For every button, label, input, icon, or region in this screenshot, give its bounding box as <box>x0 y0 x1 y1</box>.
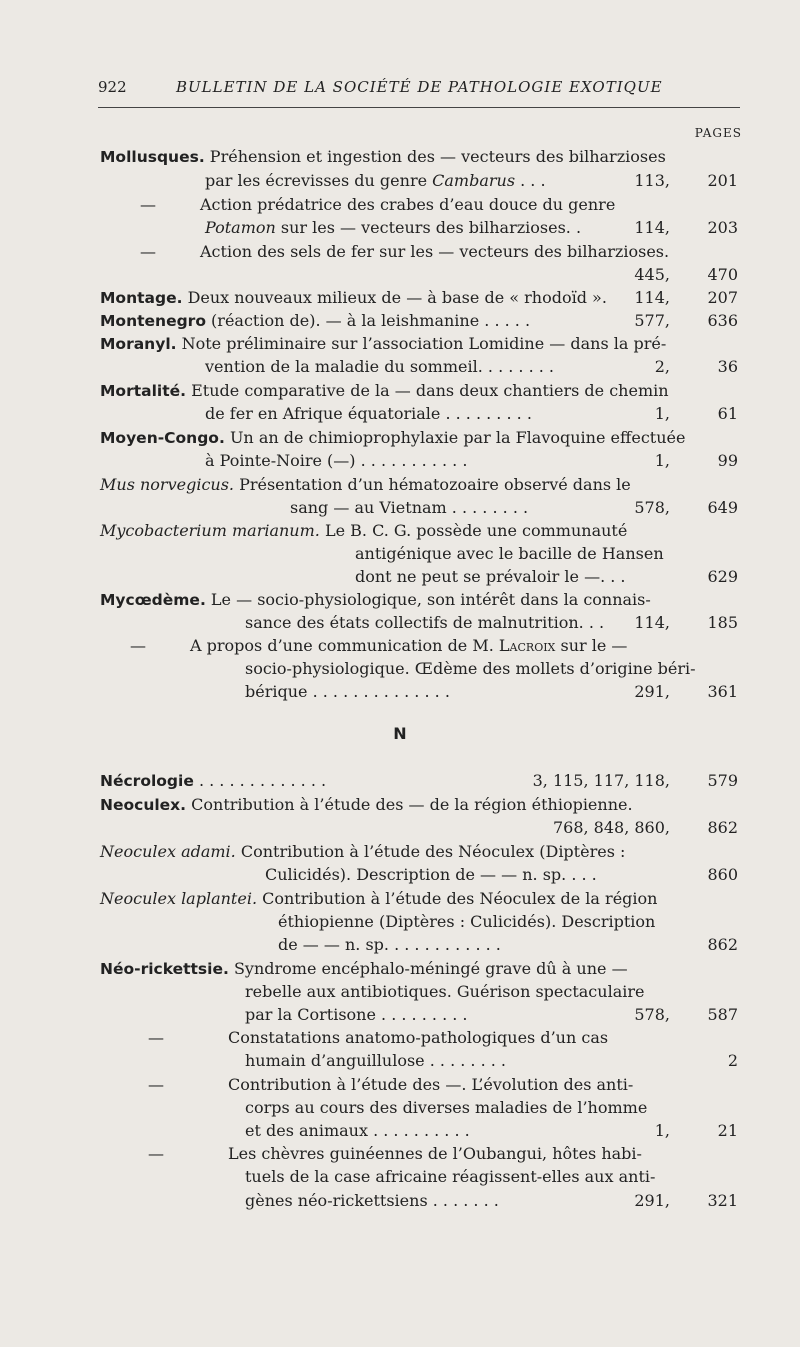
index-line: de — — n. sp. . . . . . . . . . . . <box>278 935 501 954</box>
index-line: antigénique avec le bacille de Hansen <box>355 544 664 563</box>
page-ref: 21 <box>717 1121 738 1140</box>
page-ref: 860 <box>707 865 738 884</box>
index-line: Mollusques. Préhension et ingestion des — vecteurs des bilharzioses <box>100 147 666 166</box>
index-line: Montage. Deux nouveaux milieux de — à base de « rhodoïd ». <box>100 288 607 307</box>
index-line: Action des sels de fer sur les — vecteurs des bilharzioses. <box>200 242 670 261</box>
index-line: Constatations anatomo-pathologiques d’un cas <box>228 1028 609 1047</box>
dash: — <box>148 1144 164 1163</box>
dash: — <box>140 242 156 261</box>
volume-ref: 445, <box>634 265 670 284</box>
volume-ref: 114, <box>634 218 670 237</box>
page-ref: 862 <box>707 935 738 954</box>
volume-ref: 2, <box>654 357 670 376</box>
page-ref: 185 <box>707 613 738 632</box>
index-line: Les chèvres guinéennes de l’Oubangui, hôtes habi- <box>228 1144 642 1163</box>
dash: — <box>130 636 146 655</box>
page-ref: 629 <box>707 567 738 586</box>
page-ref: 862 <box>707 818 738 837</box>
page-ref: 470 <box>707 265 738 284</box>
volume-ref: 291, <box>634 682 670 701</box>
index-line: Mortalité. Etude comparative de la — dans deux chantiers de chemin <box>100 381 669 400</box>
page-ref: 636 <box>707 311 738 330</box>
page-ref: 321 <box>707 1191 738 1210</box>
page-ref: 361 <box>707 682 738 701</box>
volume-ref: 291, <box>634 1191 670 1210</box>
section-letter: N <box>393 724 407 743</box>
page-ref: 36 <box>717 357 738 376</box>
volume-ref: 1, <box>654 404 670 423</box>
index-line: tuels de la case africaine réagissent-elles aux anti- <box>245 1167 656 1186</box>
volume-ref: 1, <box>654 451 670 470</box>
index-line: Mycobacterium marianum. Le B. C. G. possède une communauté <box>100 521 628 540</box>
volume-ref: 578, <box>634 498 670 517</box>
index-line: Montenegro (réaction de). — à la leishmanine . . . . . <box>100 311 531 330</box>
page-ref: 587 <box>707 1005 738 1024</box>
index-line: socio-physiologique. Œdème des mollets d’origine béri- <box>245 659 696 678</box>
index-line: humain d’anguillulose . . . . . . . . <box>245 1051 507 1070</box>
volume-ref: 578, <box>634 1005 670 1024</box>
page-ref: 99 <box>717 451 738 470</box>
running-title: BULLETIN DE LA SOCIÉTÉ DE PATHOLOGIE EXOTIQUE <box>176 78 663 96</box>
index-line: par les écrevisses du genre Cambarus . . . <box>205 171 546 190</box>
volume-ref: 577, <box>634 311 670 330</box>
index-line: A propos d’une communication de M. Lacroix sur le — <box>190 636 628 655</box>
page-ref: 649 <box>707 498 738 517</box>
index-line: vention de la maladie du sommeil. . . . . . . . <box>205 357 555 376</box>
index-line: Neoculex adami. Contribution à l’étude des Néoculex (Diptères : <box>100 842 626 861</box>
index-line: sang — au Vietnam . . . . . . . . <box>290 498 529 517</box>
volume-ref: 114, <box>634 288 670 307</box>
dash: — <box>140 195 156 214</box>
index-line: Mus norvegicus. Présentation d’un hématozoaire observé dans le <box>100 475 631 494</box>
dash: — <box>148 1075 164 1094</box>
index-line: éthiopienne (Diptères : Culicidés). Description <box>278 912 656 931</box>
index-line: par la Cortisone . . . . . . . . . <box>245 1005 468 1024</box>
index-line: de fer en Afrique équatoriale . . . . . . . . . <box>205 404 532 423</box>
index-line: gènes néo-rickettsiens . . . . . . . <box>245 1191 499 1210</box>
index-line: Action prédatrice des crabes d’eau douce du genre <box>200 195 616 214</box>
pages-column-header: PAGES <box>694 126 742 140</box>
page-ref: 201 <box>707 171 738 190</box>
volume-ref: 114, <box>634 613 670 632</box>
index-line: et des animaux . . . . . . . . . . <box>245 1121 470 1140</box>
page-ref: 207 <box>707 288 738 307</box>
volume-ref: 768, 848, 860, <box>552 818 670 837</box>
index-line: Neoculex laplantei. Contribution à l’étude des Néoculex de la région <box>100 889 658 908</box>
index-line: Moranyl. Note préliminaire sur l’association Lomidine — dans la pré- <box>100 334 667 353</box>
page-number: 922 <box>98 78 127 96</box>
index-line: sance des états collectifs de malnutrition. . . <box>245 613 605 632</box>
dash: — <box>148 1028 164 1047</box>
index-line: Néo-rickettsie. Syndrome encéphalo-méningé grave dû à une — <box>100 959 628 978</box>
page-ref: 203 <box>707 218 738 237</box>
index-line: Potamon sur les — vecteurs des bilharzioses. . <box>205 218 582 237</box>
index-line: Neoculex. Contribution à l’étude des — de la région éthiopienne. <box>100 795 633 814</box>
index-line: rebelle aux antibiotiques. Guérison spectaculaire <box>245 982 645 1001</box>
index-line: Contribution à l’étude des —. L’évolution des anti- <box>228 1075 634 1094</box>
volume-ref: 1, <box>654 1121 670 1140</box>
index-line: Mycœdème. Le — socio-physiologique, son intérêt dans la connais- <box>100 590 651 609</box>
volume-ref: 3, 115, 117, 118, <box>532 771 670 790</box>
index-line: Culicidés). Description de — — n. sp. . . . <box>265 865 597 884</box>
index-line: Moyen-Congo. Un an de chimioprophylaxie par la Flavoquine effectuée <box>100 428 686 447</box>
page-ref: 61 <box>717 404 738 423</box>
index-line: corps au cours des diverses maladies de l’homme <box>245 1098 648 1117</box>
volume-ref: 113, <box>634 171 670 190</box>
index-line: Nécrologie . . . . . . . . . . . . . <box>100 771 327 790</box>
index-line: dont ne peut se prévaloir le —. . . <box>355 567 626 586</box>
page-ref: 579 <box>707 771 738 790</box>
index-line: bérique . . . . . . . . . . . . . . <box>245 682 450 701</box>
index-line: à Pointe-Noire (—) . . . . . . . . . . . <box>205 451 468 470</box>
page-ref: 2 <box>727 1051 738 1070</box>
